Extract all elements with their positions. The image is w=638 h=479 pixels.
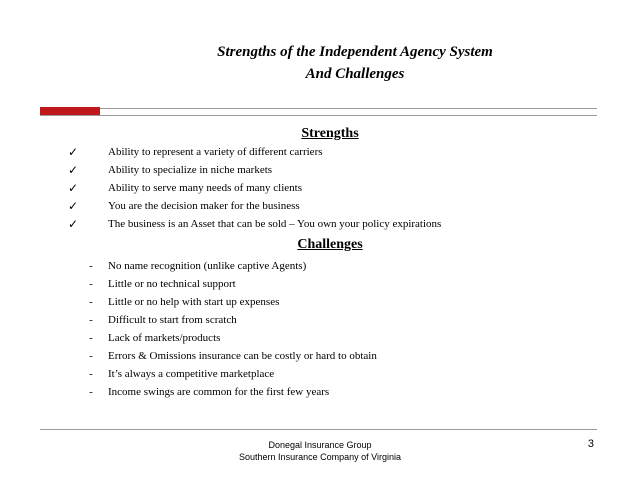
footer-rule bbox=[40, 429, 597, 430]
dash-bullet: - bbox=[89, 386, 93, 398]
header-rule-lower bbox=[40, 115, 597, 116]
dash-bullet: - bbox=[89, 278, 93, 290]
strength-text: The business is an Asset that can be sold – You own your policy expirations bbox=[108, 218, 442, 230]
challenge-text: Little or no help with start up expenses bbox=[108, 296, 280, 308]
challenge-text: It’s always a competitive marketplace bbox=[108, 368, 275, 380]
check-icon: ✓ bbox=[67, 163, 79, 177]
strength-text: You are the decision maker for the business bbox=[108, 200, 300, 212]
dash-bullet: - bbox=[89, 332, 93, 344]
dash-bullet: - bbox=[89, 350, 93, 362]
challenge-text: Lack of markets/products bbox=[108, 332, 221, 344]
slide-title-line2: And Challenges bbox=[305, 66, 405, 82]
check-icon: ✓ bbox=[67, 199, 79, 213]
challenge-text: Little or no technical support bbox=[108, 278, 236, 290]
footer-company: Donegal Insurance Group bbox=[268, 440, 372, 450]
strength-text: Ability to represent a variety of different carriers bbox=[108, 146, 323, 158]
header-accent-bar bbox=[40, 107, 100, 115]
strength-text: Ability to specialize in niche markets bbox=[108, 164, 273, 176]
challenge-text: Difficult to start from scratch bbox=[108, 314, 237, 326]
challenge-text: Income swings are common for the first few years bbox=[108, 386, 330, 398]
check-icon: ✓ bbox=[67, 217, 79, 231]
header-rule bbox=[40, 108, 597, 109]
strength-text: Ability to serve many needs of many clients bbox=[108, 182, 302, 194]
slide-title-line1: Strengths of the Independent Agency System bbox=[217, 44, 493, 60]
challenges-heading: Challenges bbox=[297, 237, 363, 252]
page-number: 3 bbox=[587, 438, 594, 450]
dash-bullet: - bbox=[89, 296, 93, 308]
dash-bullet: - bbox=[89, 368, 93, 380]
challenge-text: Errors & Omissions insurance can be costly or hard to obtain bbox=[108, 350, 377, 362]
footer-subsidiary: Southern Insurance Company of Virginia bbox=[239, 452, 401, 462]
challenge-text: No name recognition (unlike captive Agents) bbox=[108, 260, 307, 272]
check-icon: ✓ bbox=[67, 145, 79, 159]
strengths-heading: Strengths bbox=[301, 126, 359, 141]
dash-bullet: - bbox=[89, 260, 93, 272]
check-icon: ✓ bbox=[67, 181, 79, 195]
dash-bullet: - bbox=[89, 314, 93, 326]
